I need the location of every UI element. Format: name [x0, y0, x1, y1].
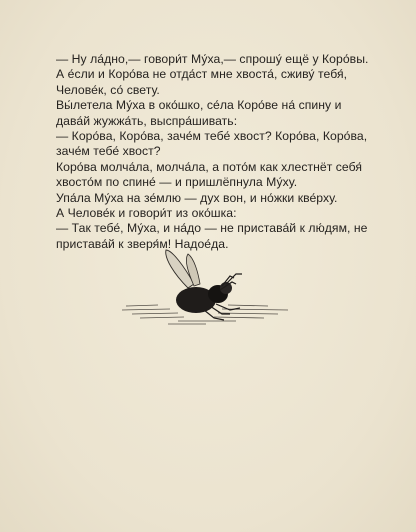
story-line: А е́сли и Коро́ва не отда́ст мне хвоста́, сживу́ тебя́, [56, 67, 348, 82]
story-line: пристава́й к зверя́м! Надое́да. [56, 236, 229, 251]
story-line: дава́й жужжа́ть, выспра́шивать: [56, 113, 238, 128]
story-line: Упа́ла Му́ха на зе́млю — дух вон, и но́жки кве́рху. [56, 190, 338, 205]
story-line: — Ну ла́дно,— говори́т Му́ха,— спрошу́ ещё у Коро́вы. [56, 52, 369, 66]
story-line: — Так тебе́, Му́ха, и на́до — не пристава́й к лю́дям, не [56, 221, 368, 236]
story-line: хвосто́м по спине́ — и пришлёпнула Му́ху. [56, 175, 298, 190]
dead-fly-icon [118, 244, 298, 344]
story-line: А Челове́к и говори́т из око́шка: [56, 206, 237, 221]
story-line: — Коро́ва, Коро́ва, заче́м тебе́ хвост? Коро́ва, Коро́ва, [56, 129, 368, 144]
story-text [56, 52, 368, 252]
story-line: Вы́летела Му́ха в око́шко, се́ла Коро́ве на́ спину и [56, 98, 342, 113]
story-line: Челове́к, со́ свету. [56, 82, 160, 97]
story-line: Коро́ва молча́ла, молча́ла, а пото́м как хлестнёт себя́ [56, 159, 363, 174]
story-line: заче́м тебе́ хвост? [56, 144, 161, 159]
